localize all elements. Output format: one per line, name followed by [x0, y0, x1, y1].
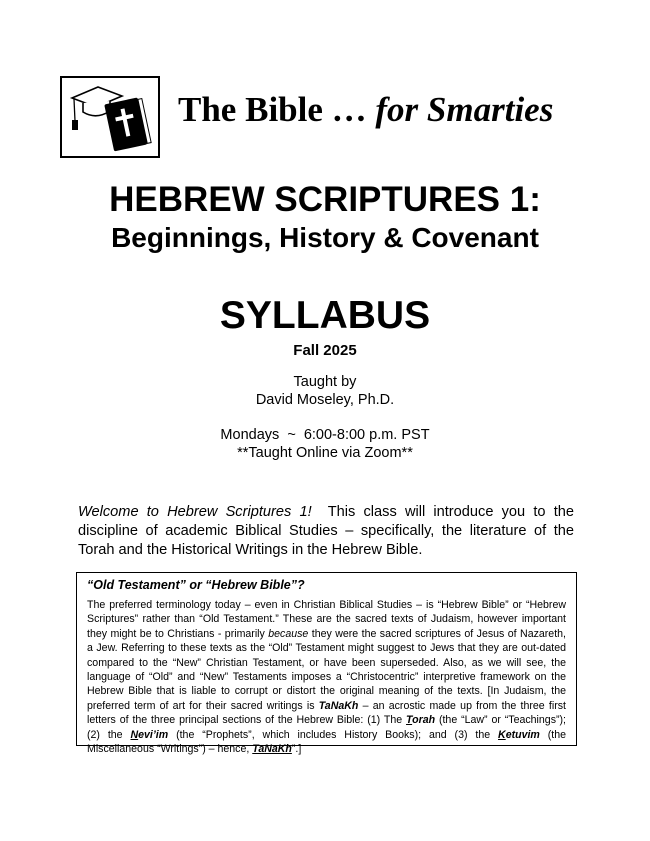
note-torah-initial: T	[406, 714, 413, 727]
brand-title	[178, 90, 553, 130]
course-title: HEBREW SCRIPTURES 1:	[109, 180, 541, 219]
note-text-3: – an acrostic made up from the three first letters of the three principal sections of the Hebrew Bible: (1) The	[87, 699, 566, 727]
note-text-1: The preferred terminology today – even in Christian Biblical Studies – is “Hebrew Bible” or “Hebrew Scriptures” rather than “Old Testament.” These are the sacred texts of Judaism, however important they might be to Christians - primarily	[87, 599, 566, 640]
welcome-lead: Welcome to Hebrew Scriptures 1!	[78, 504, 312, 520]
note-text-2: they were the sacred scriptures of Jesus of Nazareth, a Jew. Referring to these texts as the “Old” Testament might suggest to Jews that they are out-dated compared to the “New” Christian Testament, or have been superseded. Also, as we will see, the language of “Old” and “New” Testaments imposes a “Christocentric” interpretive framework on the Hebrew Bible that is liable to corrupt or distort the original meaning of the texts. [In Judaism, the preferred term of art for their sacred writings is	[87, 627, 566, 712]
logo	[60, 76, 160, 158]
note-text-5: (the “Prophets”, which includes History Books); and (3) the	[168, 728, 499, 741]
taught-by-label: Taught by	[293, 374, 357, 390]
note-neviim-rest: evi’im	[138, 728, 169, 741]
note-text-7: ”.]	[291, 743, 302, 756]
terminology-note-box	[76, 572, 577, 756]
welcome-text: This class will introduce you to the discipline of academic Biblical Studies – specifically, the literature of the Torah and the Historical Writings in the Hebrew Bible.	[78, 504, 579, 558]
schedule-mode: **Taught Online via Zoom**	[237, 445, 413, 461]
course-subtitle: Beginnings, History & Covenant	[111, 222, 539, 253]
note-body	[87, 598, 566, 756]
brand-title-regular: The Bible …	[178, 90, 367, 129]
note-tanakh-final: TaNaKh	[252, 743, 292, 756]
note-ketuvim-rest: etuvim	[505, 728, 540, 741]
note-neviim-initial: N	[130, 728, 139, 741]
note-text-6: (the Miscellaneous “Writings”) – hence,	[87, 728, 566, 756]
note-ketuvim-initial: K	[498, 728, 506, 741]
note-heading: “Old Testament” or “Hebrew Bible”?	[87, 578, 305, 592]
brand-title-italic: for Smarties	[375, 90, 554, 129]
note-because: because	[268, 627, 309, 640]
note-text-4: (the “Law” or “Teachings”); (2) the	[87, 714, 566, 741]
schedule-time: Mondays ~ 6:00-8:00 p.m. PST	[220, 427, 430, 443]
welcome-paragraph	[78, 503, 579, 560]
term-label: Fall 2025	[293, 342, 357, 359]
instructor-name: David Moseley, Ph.D.	[255, 392, 395, 408]
note-tanakh: TaNaKh	[318, 699, 359, 712]
note-torah-rest: orah	[412, 714, 436, 727]
syllabus-heading: SYLLABUS	[219, 294, 431, 337]
bible-graduation-cap-icon	[62, 78, 160, 158]
